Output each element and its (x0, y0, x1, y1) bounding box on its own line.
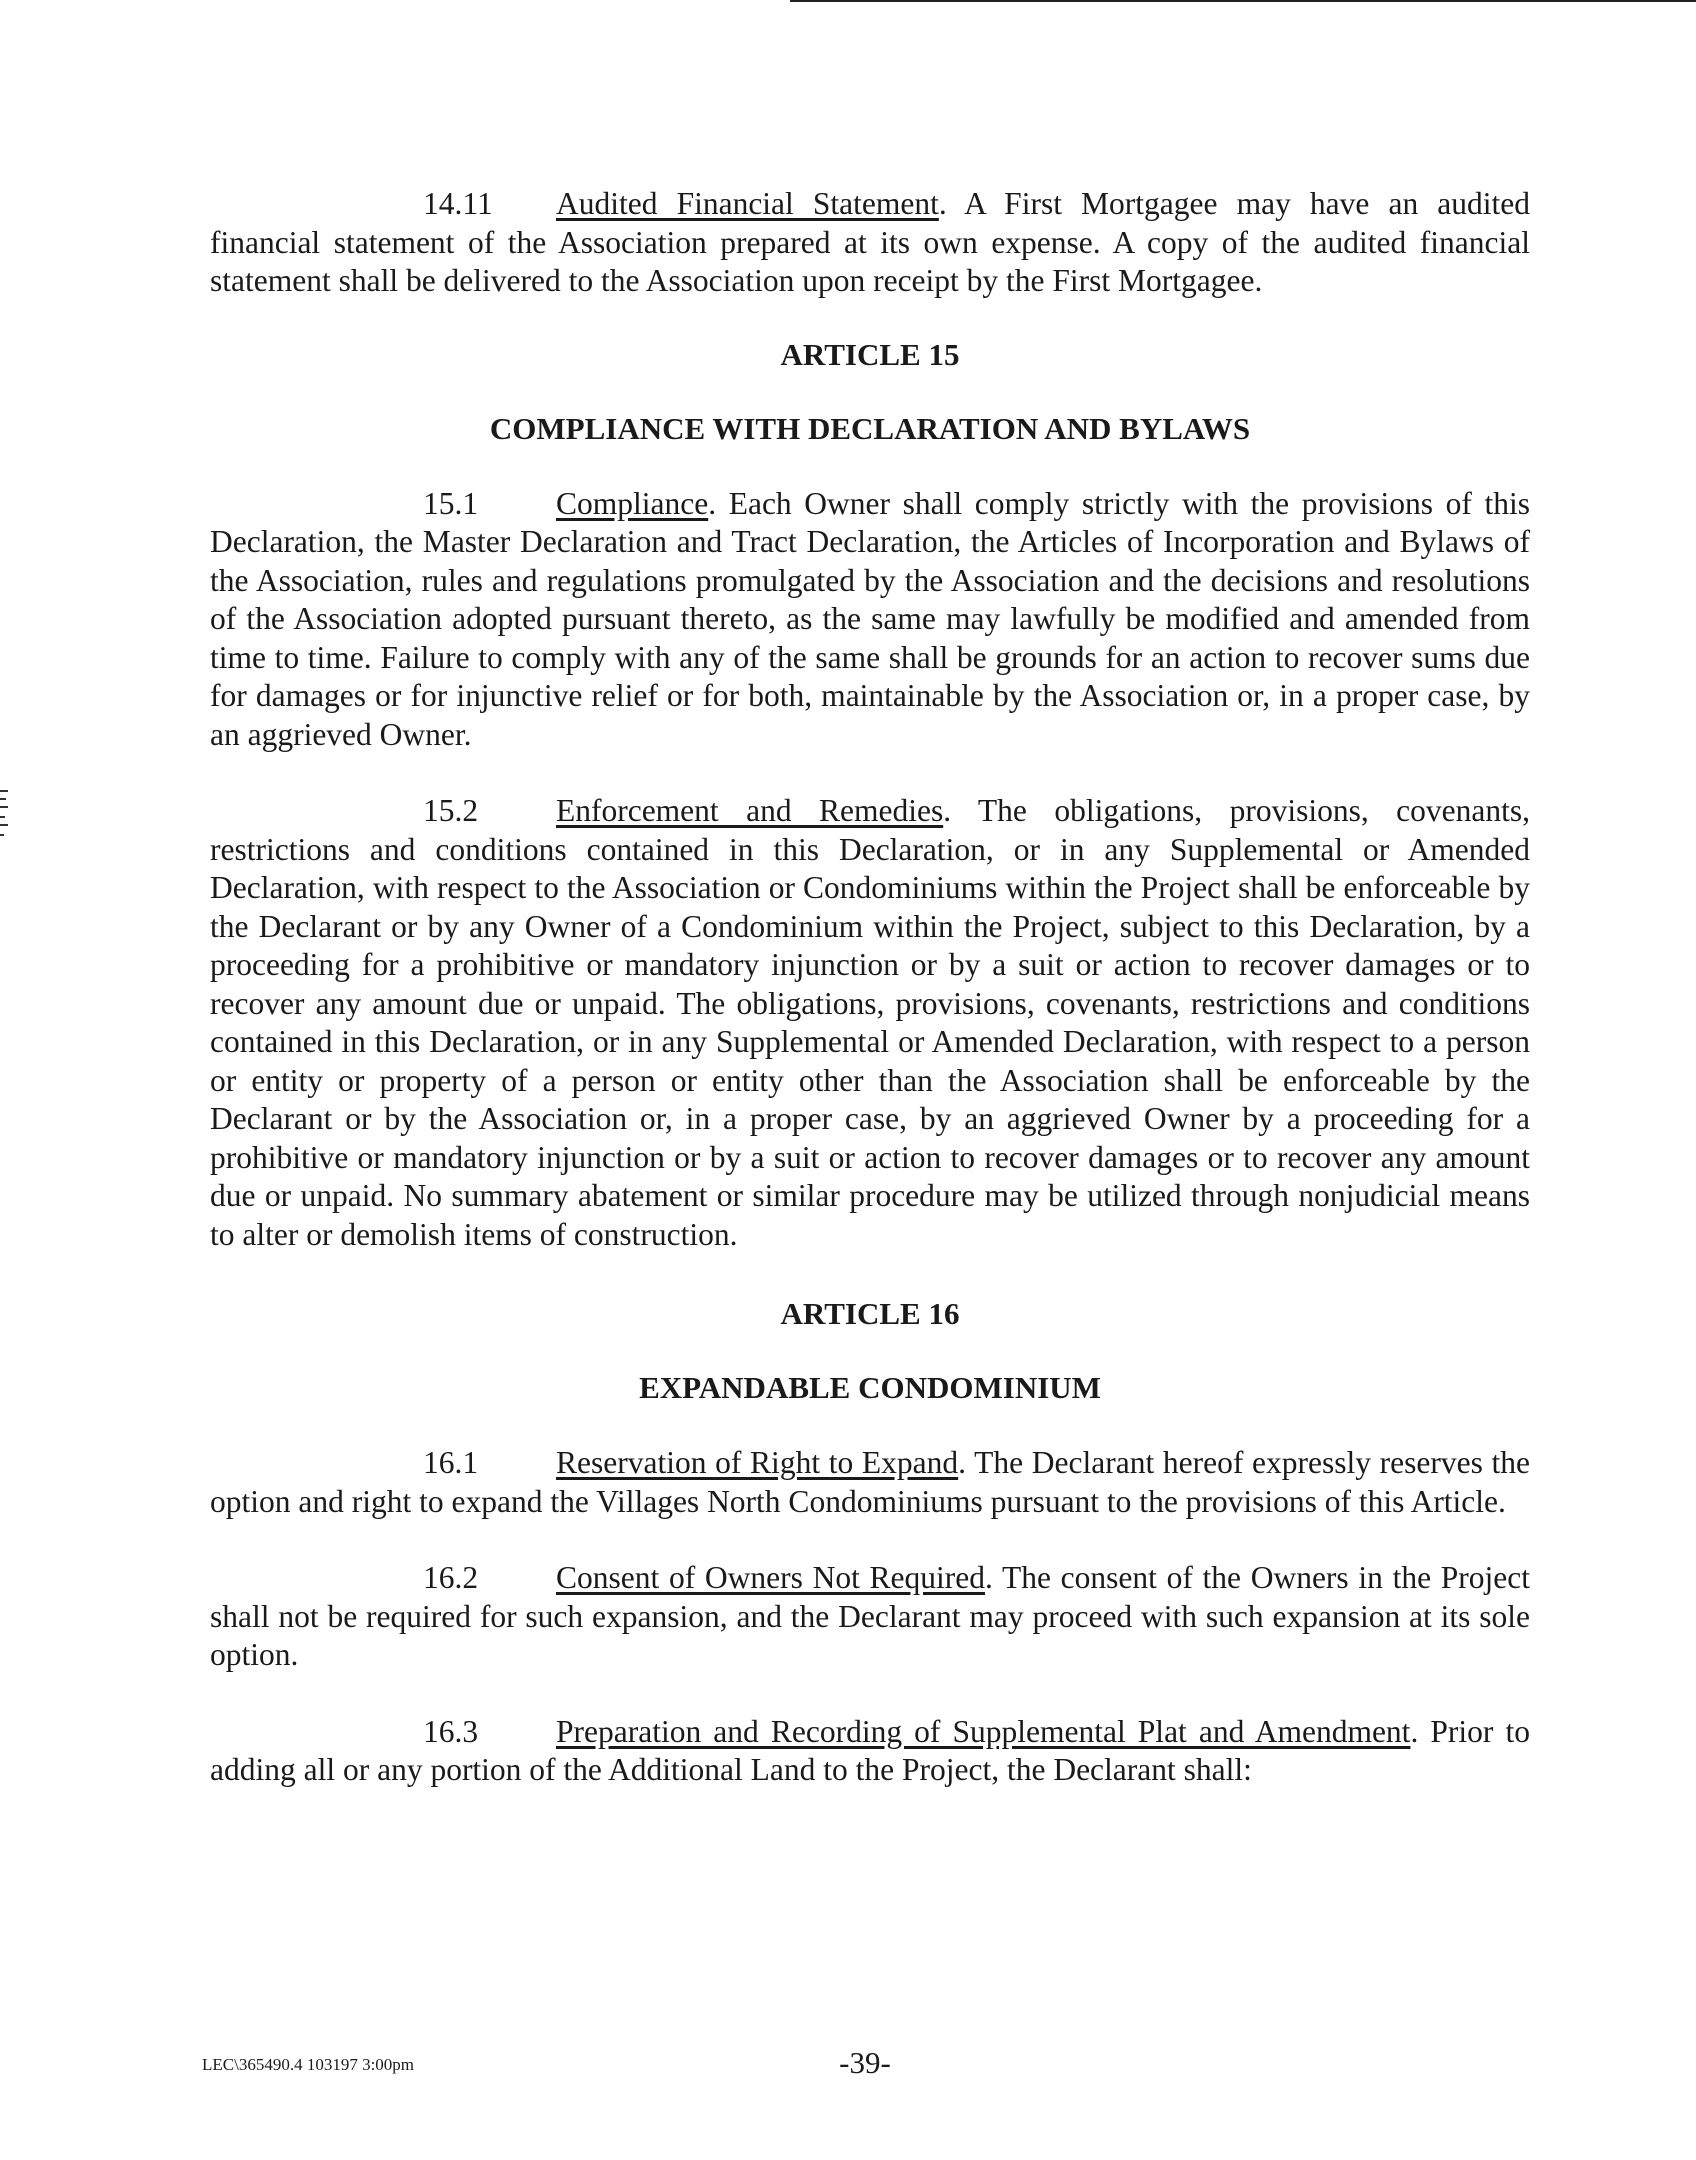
section-text: . The obligations, provisions, covenants, restrictions and conditions contained in this Declaration, or in any Supplemental or Amended Declaration, with respect to the Association or Condominiums within the Project shall be enforceable by the Declarant or by any Owner of a Condominium within the Project, subject to this Declaration, by a proceeding for a prohibitive or mandatory injunction or by a suit or action to recover damages or to recover any amount due or unpaid. The obligations, provisions, covenants, restrictions and conditions contained in this Declaration, or in any Supplemental or Amended Declaration, with respect to a person or entity or property of a person or entity other than the Association shall be enforceable by the Declarant or by the Association or, in a proper case, by an aggrieved Owner by a proceeding for a prohibitive or mandatory injunction or by a suit or action to recover damages or to recover any amount due or unpaid. No summary abatement or similar procedure may be utilized through nonjudicial means to alter or demolish items of construction. (210, 793, 1530, 1252)
scan-edge-marks (0, 790, 8, 860)
footer-document-id: LEC\365490.4 103197 3:00pm (202, 2055, 415, 2074)
section-number: 16.3 (423, 1713, 479, 1749)
section-heading: Preparation and Recording of Supplemental Plat and Amendment (556, 1713, 1411, 1749)
section-heading: Consent of Owners Not Required (556, 1560, 985, 1595)
section-14-11 (210, 185, 1530, 301)
section-number: 16.2 (423, 1560, 479, 1595)
section-heading: Compliance (556, 485, 709, 521)
section-15-1 (210, 485, 1530, 755)
section-16-1 (210, 1444, 1530, 1521)
document-body (210, 180, 1530, 1790)
section-16-2 (210, 1559, 1530, 1675)
article-16-subtitle: EXPANDABLE CONDOMINIUM (639, 1370, 1101, 1405)
section-number: 15.2 (423, 793, 479, 828)
top-border-line (790, 0, 1696, 2)
footer-page-number: -39- (839, 2045, 891, 2080)
section-number: 14.11 (423, 186, 493, 221)
article-15-title: ARTICLE 15 (780, 336, 960, 372)
section-heading: Audited Financial Statement (556, 186, 939, 221)
article-15-subtitle: COMPLIANCE WITH DECLARATION AND BYLAWS (489, 410, 1251, 446)
section-text: . Each Owner shall comply strictly with the provisions of this Declaration, the Master Declaration and Tract Declaration, the Articles of Incorporation and Bylaws of the Association, rules and regulations promulgated by the Association and the decisions and resolutions of the Association adopted pursuant thereto, as the same may lawfully be modified and amended from time to time. Failure to comply with any of the same shall be grounds for an action to recover sums due for damages or for injunctive relief or for both, maintainable by the Association or, in a proper case, by an aggrieved Owner. (210, 485, 1530, 752)
section-16-3 (210, 1713, 1530, 1790)
article-16-title: ARTICLE 16 (780, 1296, 960, 1331)
section-heading: Reservation of Right to Expand (556, 1445, 959, 1480)
section-number: 15.1 (423, 485, 479, 521)
section-text: . The Declarant hereof expressly reserves the option and right to expand the Villages North Condominiums pursuant to the provisions of this Article. (210, 1445, 1531, 1519)
section-heading: Enforcement and Remedies (556, 793, 944, 828)
section-text: . Prior to adding all or any portion of the Additional Land to the Project, the Declarant shall: (210, 1713, 1530, 1787)
section-text: . A First Mortgagee may have an audited financial statement of the Association prepared at its own expense. A copy of the audited financial statement shall be delivered to the Association upon receipt by the First Mortgagee. (210, 186, 1530, 298)
section-number: 16.1 (423, 1445, 479, 1480)
section-15-2 (210, 792, 1530, 1254)
section-text: . The consent of the Owners in the Project shall not be required for such expansion, and the Declarant may proceed with such expansion at its sole option. (210, 1560, 1530, 1672)
